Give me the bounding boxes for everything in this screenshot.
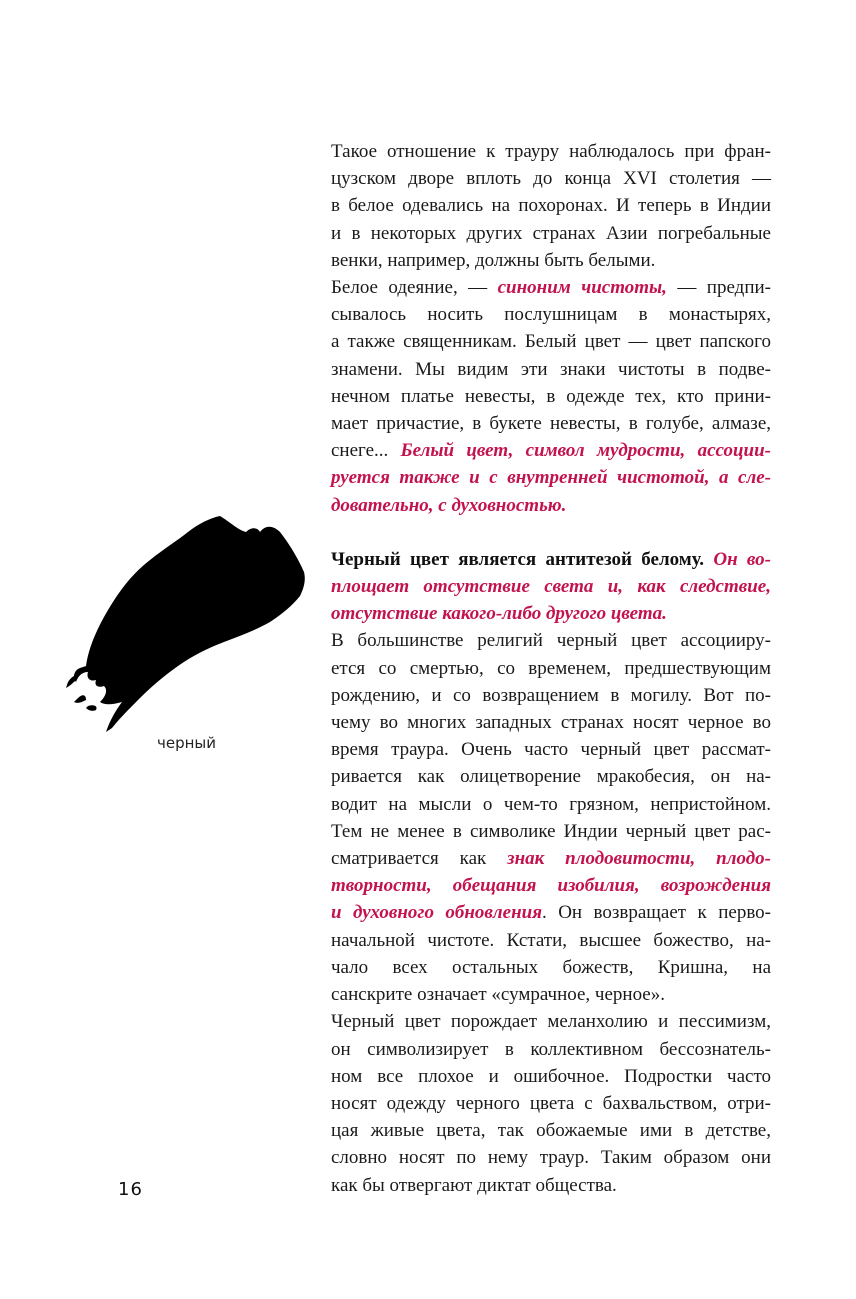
text-line: словно носят по нему траур. Таким образом они	[331, 1147, 771, 1169]
text-segment: сматривается как	[331, 848, 508, 870]
page-number: 16	[118, 1179, 143, 1200]
text-line: Черный цвет порождает меланхолию и пессимизм,	[331, 1011, 771, 1033]
text-segment: . Он возвращает к перво-	[542, 902, 771, 924]
accent-line: довательно, с духовностью.	[331, 494, 567, 516]
text-line: чало всех остальных божеств, Кришна, на	[331, 956, 771, 978]
text-line: ном все плохое и ошибочное. Подростки часто	[331, 1065, 771, 1087]
text-line: ется со смертью, со временем, предшествующим	[331, 657, 771, 679]
text-line: и в некоторых других странах Азии погребальные	[331, 222, 771, 244]
text-line: Такое отношение к трауру наблюдалось при фран-	[331, 141, 771, 162]
text-line: чему во многих западных странах носят черное во	[331, 712, 771, 734]
text-line: нечном платье невесты, в одежде тех, кто прини-	[331, 385, 771, 407]
accent-line: площает отсутствие света и, как следствие,	[331, 576, 771, 598]
accent-phrase: Белый цвет, символ мудрости, ассоции-	[400, 440, 771, 462]
text-line: время траура. Очень часто черный цвет рассмат-	[331, 739, 771, 761]
text-line: он символизирует в коллективном бессознатель-	[331, 1038, 771, 1060]
accent-line: отсутствие какого-либо другого цвета.	[331, 603, 667, 625]
text-line: знамени. Мы видим эти знаки чистоты в подве-	[331, 358, 771, 380]
text-line: санскрите означает «сумрачное, черное».	[331, 984, 665, 1006]
accent-phrase: синоним чистоты,	[497, 277, 667, 299]
accent-phrase: Он во-	[704, 548, 771, 570]
text-line	[331, 437, 771, 464]
text-line: в белое одевались на похоронах. И теперь в Индии	[331, 195, 771, 217]
text-line: ривается как олицетворение мракобесия, он на-	[331, 766, 771, 788]
text-line	[331, 845, 771, 872]
text-line: Тем не менее в символике Индии черный цвет рас-	[331, 820, 771, 842]
text-line: венки, например, должны быть белыми.	[331, 249, 656, 271]
text-line	[331, 899, 771, 926]
text-line: как бы отвергают диктат общества.	[331, 1174, 617, 1196]
accent-line: творности, обещания изобилия, возрождения	[331, 875, 771, 897]
text-line: а также священникам. Белый цвет — цвет папского	[331, 331, 771, 353]
text-line: водит на мысли о чем-то грязном, непристойном.	[331, 793, 771, 815]
text-line: мает причастие, в букете невесты, в голубе, алмазе,	[331, 413, 771, 435]
illustration-caption: черный	[157, 734, 217, 752]
paragraph-mourning-white	[331, 138, 771, 274]
main-text-column	[331, 138, 771, 1199]
text-line: цая живые цвета, так обожаемые ими в детстве,	[331, 1120, 771, 1142]
text-line	[331, 274, 771, 301]
accent-phrase: знак плодовитости, плодо-	[507, 848, 771, 870]
accent-phrase: и духовного обновления	[331, 902, 543, 924]
text-line: носят одежду черного цвета с бахвальством, отри-	[331, 1092, 771, 1114]
text-line: начальной чистоте. Кстати, высшее божество, на-	[331, 929, 771, 951]
accent-line: руется также и с внутренней чистотой, а сле-	[331, 467, 771, 489]
text-segment: Белое одеяние, —	[331, 277, 498, 299]
black-ink-blot-icon	[60, 510, 310, 735]
text-segment: — предпи-	[666, 277, 771, 299]
paragraph-gap	[331, 519, 771, 546]
text-line: цузском дворе вплоть до конца XVI столетия —	[331, 168, 771, 190]
paragraph-black-antithesis	[331, 546, 771, 628]
text-segment: снеге...	[331, 440, 401, 462]
text-line: сывалось носить послушницам в монастырях,	[331, 304, 771, 326]
text-line	[331, 546, 771, 573]
text-line: рождению, и со возвращением в могилу. Вот по-	[331, 684, 771, 706]
paragraph-white-purity	[331, 274, 771, 519]
paragraph-black-religion	[331, 627, 771, 1008]
bold-lead: Черный цвет является антитезой белому.	[331, 548, 705, 570]
paragraph-black-melancholy	[331, 1008, 771, 1198]
text-line: В большинстве религий черный цвет ассоцииру-	[331, 630, 771, 652]
